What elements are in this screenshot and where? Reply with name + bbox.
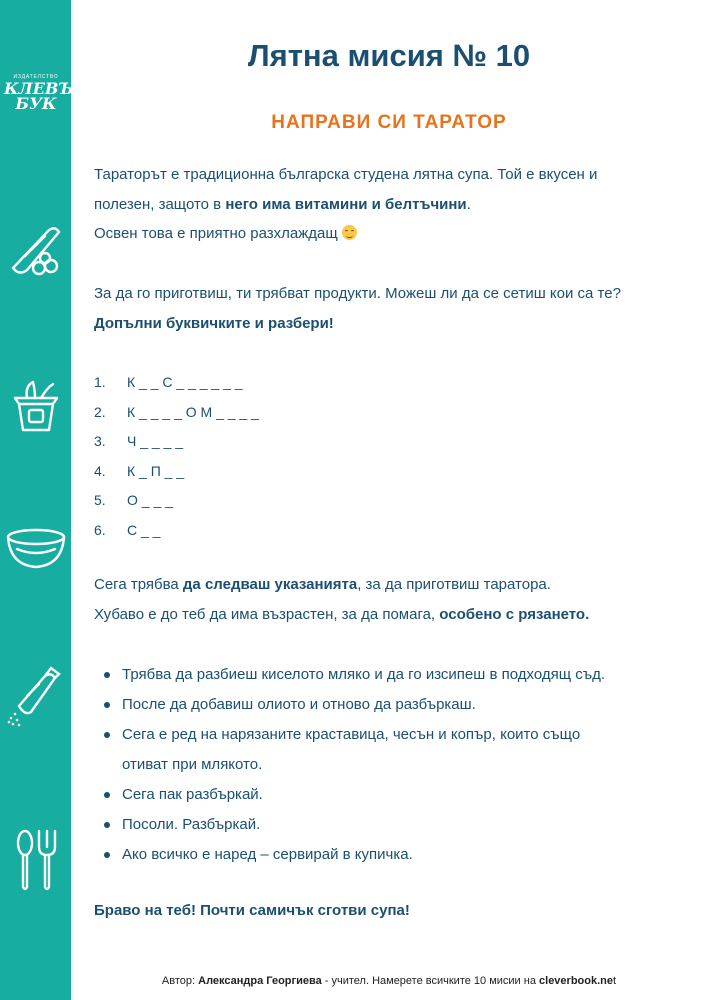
footer-suffix: t bbox=[613, 975, 617, 987]
cutlery-icon bbox=[5, 829, 67, 891]
instructions-line-2 bbox=[94, 600, 689, 630]
smiling-face-icon bbox=[342, 225, 357, 240]
list-number: 6. bbox=[94, 521, 106, 538]
step-text: Сега пак разбъркай. bbox=[122, 786, 263, 803]
list-item bbox=[94, 522, 259, 552]
instructions-emphasis: особено с рязането. bbox=[439, 606, 590, 623]
list-item bbox=[94, 463, 259, 493]
footer-text: - учител. Намерете всичките 10 мисии на bbox=[321, 975, 540, 987]
cucumber-icon bbox=[5, 218, 67, 280]
list-item bbox=[94, 810, 605, 840]
list-item bbox=[94, 433, 259, 463]
publisher-logo bbox=[4, 74, 86, 113]
step-text: отиват при млякото. bbox=[122, 756, 263, 773]
list-item bbox=[94, 374, 259, 404]
step-text: Посоли. Разбъркай. bbox=[122, 816, 261, 833]
list-item bbox=[94, 840, 605, 870]
question-instruction: Допълни буквичките и разбери! bbox=[94, 315, 334, 332]
bullet-icon bbox=[104, 822, 110, 828]
list-number: 1. bbox=[94, 374, 106, 390]
step-text: Сега е ред на нарязаните краставица, чесън и копър, които също bbox=[122, 726, 581, 743]
list-item bbox=[94, 492, 259, 522]
logo-line2: БУК bbox=[15, 94, 57, 113]
footer-site-link[interactable]: cleverbook.ne bbox=[539, 975, 613, 987]
footer-prefix: Автор: bbox=[161, 975, 199, 987]
bullet-icon bbox=[104, 732, 110, 738]
bullet-icon bbox=[104, 672, 110, 678]
bullet-icon bbox=[104, 702, 110, 708]
ingredient-puzzle: Ч _ _ _ _ bbox=[127, 433, 184, 449]
ingredient-puzzle: С _ _ bbox=[127, 521, 161, 538]
footer-credit bbox=[71, 975, 707, 987]
intro-line-3 bbox=[94, 219, 689, 249]
page-subtitle: НАПРАВИ СИ ТАРАТОР bbox=[271, 112, 507, 133]
intro-text: полезен, защото в bbox=[94, 196, 226, 213]
intro-line-2 bbox=[94, 190, 689, 220]
intro-refreshing-text: Освен това е приятно разхлаждащ bbox=[94, 225, 342, 242]
closing-text: Браво на теб! Почти самичък сготви супа! bbox=[94, 902, 410, 919]
sidebar bbox=[0, 0, 86, 1000]
ingredient-puzzle: О _ _ _ bbox=[127, 492, 173, 508]
steps-list bbox=[94, 660, 605, 870]
intro-line-1: Тараторът е традиционна българска студена лятна супа. Той е вкусен и bbox=[94, 166, 598, 183]
list-item bbox=[94, 780, 605, 810]
list-number: 5. bbox=[94, 492, 106, 508]
list-number: 2. bbox=[94, 403, 106, 420]
intro-emphasis: него има витамини и белтъчини bbox=[225, 196, 467, 213]
step-text: Ако всичко е наред – сервирай в купичка. bbox=[122, 846, 413, 863]
list-number: 3. bbox=[94, 433, 106, 449]
ingredient-puzzle: К _ П _ _ bbox=[127, 462, 185, 479]
bullet-icon bbox=[104, 792, 110, 798]
page-title: Лятна мисия № 10 bbox=[247, 38, 531, 73]
question-line: За да го приготвиш, ти трябват продукти. Можеш ли да се сетиш кои са те? bbox=[94, 285, 621, 302]
logo-publisher-text: ИЗДАТЕЛСТВО bbox=[13, 74, 59, 80]
footer-author: Александра Георгиева bbox=[198, 975, 322, 987]
instructions-line-1 bbox=[94, 570, 689, 600]
ingredient-puzzle: К _ _ _ _ О М _ _ _ _ bbox=[127, 403, 259, 420]
list-item-continuation bbox=[94, 750, 605, 780]
list-item bbox=[94, 690, 605, 720]
step-text: Трябва да разбиеш киселото мляко и да го изсипеш в подходящ съд. bbox=[122, 666, 606, 683]
bullet-icon bbox=[104, 852, 110, 858]
yogurt-cup-icon bbox=[5, 374, 67, 436]
bowl-icon bbox=[5, 515, 67, 577]
list-number: 4. bbox=[94, 462, 106, 479]
list-item bbox=[94, 720, 605, 750]
ingredient-puzzle: К _ _ С _ _ _ _ _ _ bbox=[127, 374, 243, 390]
instructions-text: Хубаво е до теб да има възрастен, за да помага, bbox=[94, 606, 440, 623]
intro-period: . bbox=[466, 196, 471, 213]
step-text: После да добавиш олиото и отново да разбъркаш. bbox=[122, 696, 476, 713]
list-item bbox=[94, 660, 605, 690]
instructions-text: , за да приготвиш таратора. bbox=[357, 576, 551, 593]
list-item bbox=[94, 404, 259, 434]
instructions-text: Сега трябва bbox=[94, 576, 183, 593]
salt-shaker-icon bbox=[5, 666, 67, 728]
instructions-emphasis: да следваш указанията bbox=[182, 576, 358, 593]
ingredients-list bbox=[94, 374, 259, 551]
logo-line1: КЛЕВЪР bbox=[4, 79, 86, 98]
